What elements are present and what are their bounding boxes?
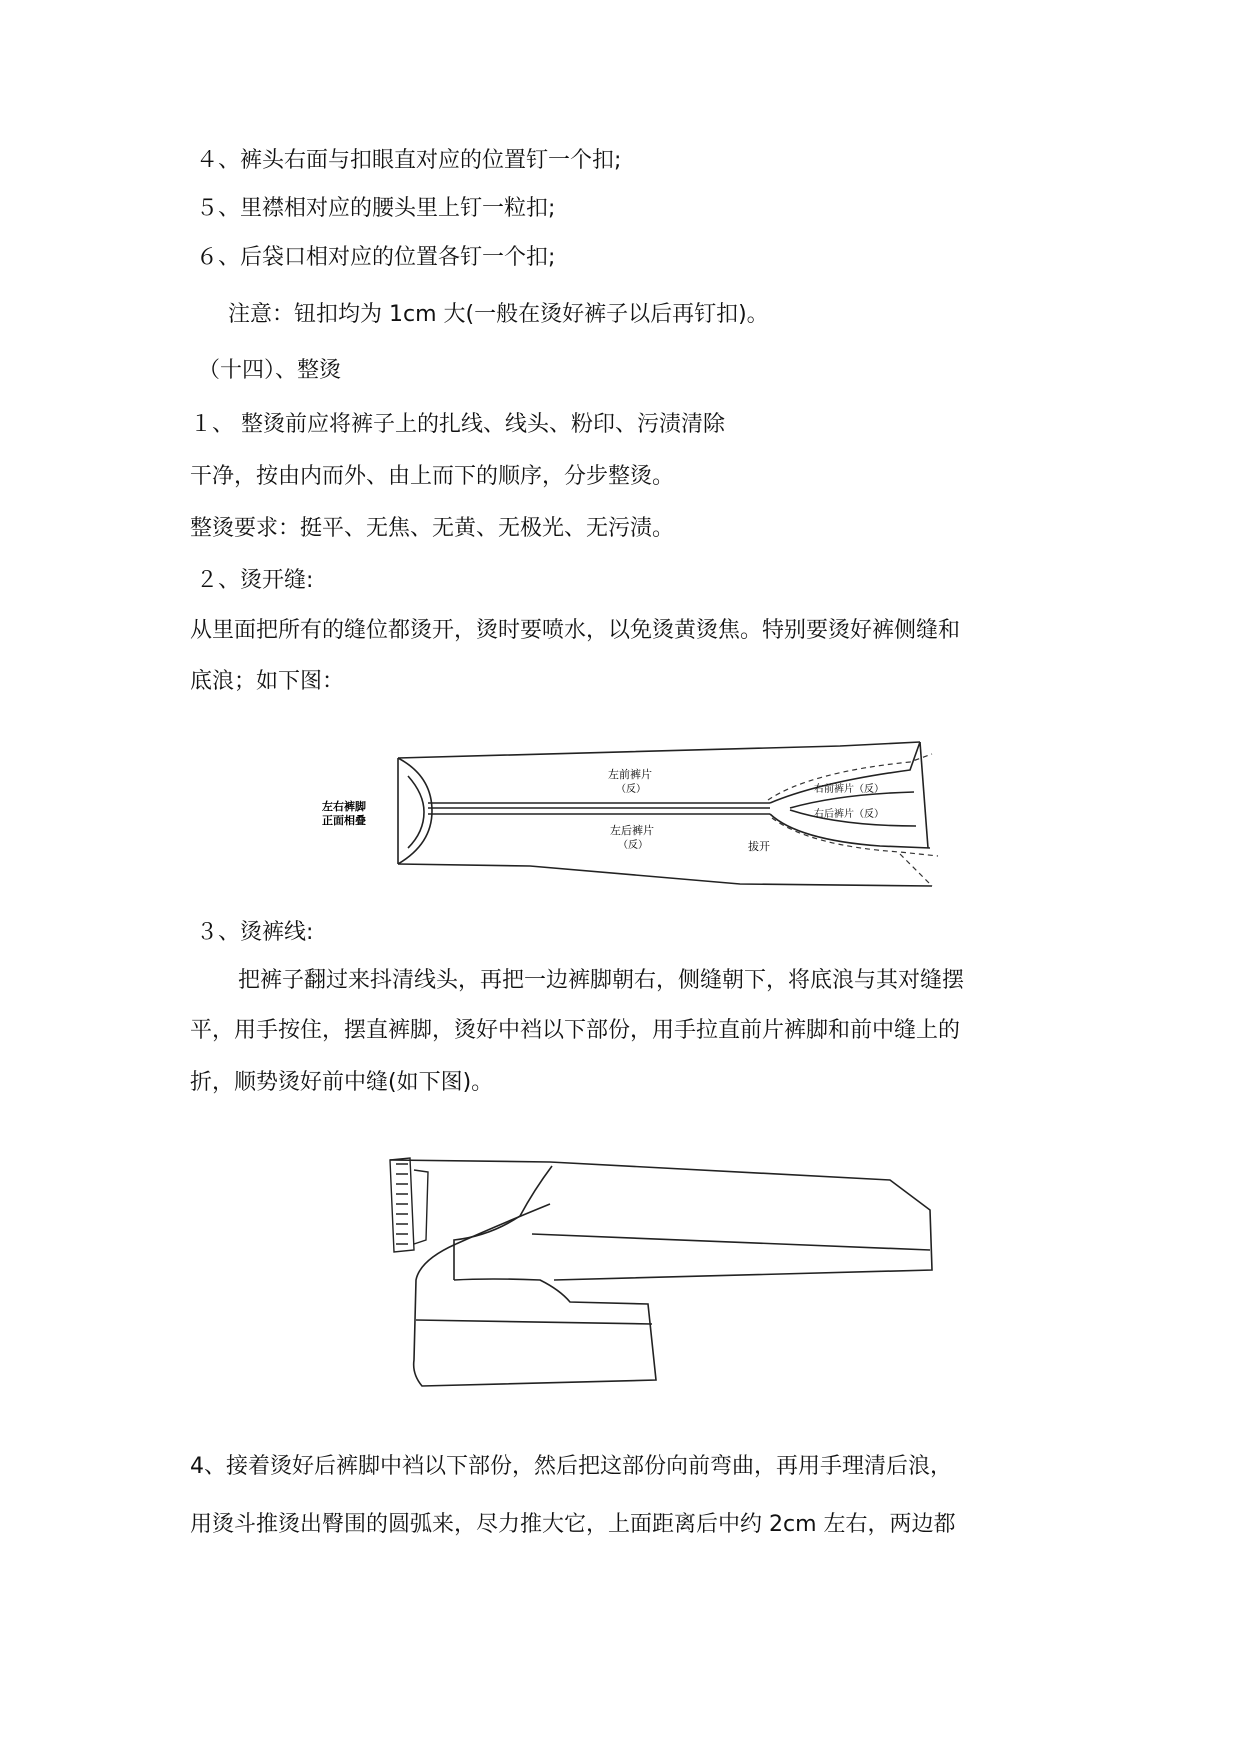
fig1-label-side-2: 正面相叠 bbox=[322, 814, 366, 827]
fig1-right-pant-outline bbox=[770, 742, 930, 848]
text-line-13: 把裤子翻过来抖清线头，再把一边裤脚朝右，侧缝朝下，将底浪与其对缝摆 bbox=[238, 968, 965, 993]
fig1-label-side-1: 左右裤脚 bbox=[322, 800, 366, 813]
fig1-label-right-back: 右后裤片（反） bbox=[814, 809, 884, 820]
fig2-waistband bbox=[390, 1158, 428, 1252]
fig1-label-pull: 拔开 bbox=[748, 840, 770, 853]
fig1-label-left-back-rev: （反） bbox=[618, 840, 648, 851]
text-line-3: ６、后袋口相对应的位置各钉一个扣; bbox=[196, 245, 556, 270]
text-line-1: ４、裤头右面与扣眼直对应的位置钉一个扣; bbox=[196, 148, 622, 173]
figure-open-seam bbox=[320, 736, 960, 896]
section-heading: （十四）、整烫 bbox=[198, 358, 342, 383]
text-line-6: １、 整烫前应将裤子上的扎线、线头、粉印、污渍清除 bbox=[190, 412, 725, 437]
text-line-11: 底浪；如下图： bbox=[190, 669, 345, 694]
text-line-16: 4、接着烫好后裤脚中裆以下部份，然后把这部份向前弯曲，再用手理清后浪， bbox=[190, 1454, 952, 1479]
fig2-upper-leg bbox=[390, 1160, 932, 1280]
note-line: 注意：钮扣均为 1cm 大(一般在烫好裤子以后再钉扣)。 bbox=[228, 302, 769, 327]
text-line-17: 用烫斗推烫出臀围的圆弧来，尽力推大它，上面距离后中约 2cm 左右，两边都 bbox=[190, 1512, 956, 1537]
fig1-label-left-front: 左前裤片 bbox=[608, 768, 652, 781]
text-line-7: 干净，按由内而外、由上而下的顺序，分步整烫。 bbox=[190, 464, 675, 489]
text-line-15: 折，顺势烫好前中缝(如下图)。 bbox=[190, 1070, 494, 1095]
fig1-label-left-back: 左后裤片 bbox=[610, 824, 654, 837]
text-line-2: ５、里襟相对应的腰头里上钉一粒扣; bbox=[196, 196, 556, 221]
text-line-8: 整烫要求：挺平、无焦、无黄、无极光、无污渍。 bbox=[190, 516, 675, 541]
text-line-9: ２、烫开缝: bbox=[196, 568, 314, 593]
text-line-14: 平，用手按住，摆直裤脚，烫好中裆以下部份，用手拉直前片裤脚和前中缝上的 bbox=[190, 1018, 961, 1043]
text-line-10: 从里面把所有的缝位都烫开，烫时要喷水，以免烫黄烫焦。特别要烫好裤侧缝和 bbox=[190, 618, 961, 643]
fig1-dashed-seams bbox=[768, 754, 938, 886]
fig1-label-left-front-rev: （反） bbox=[616, 784, 646, 795]
fig2-folded-leg bbox=[414, 1166, 656, 1386]
fig1-label-right-front: 右前裤片（反） bbox=[814, 784, 884, 795]
figure-pant-crease bbox=[370, 1140, 950, 1400]
text-line-12: ３、烫裤线: bbox=[196, 920, 314, 945]
